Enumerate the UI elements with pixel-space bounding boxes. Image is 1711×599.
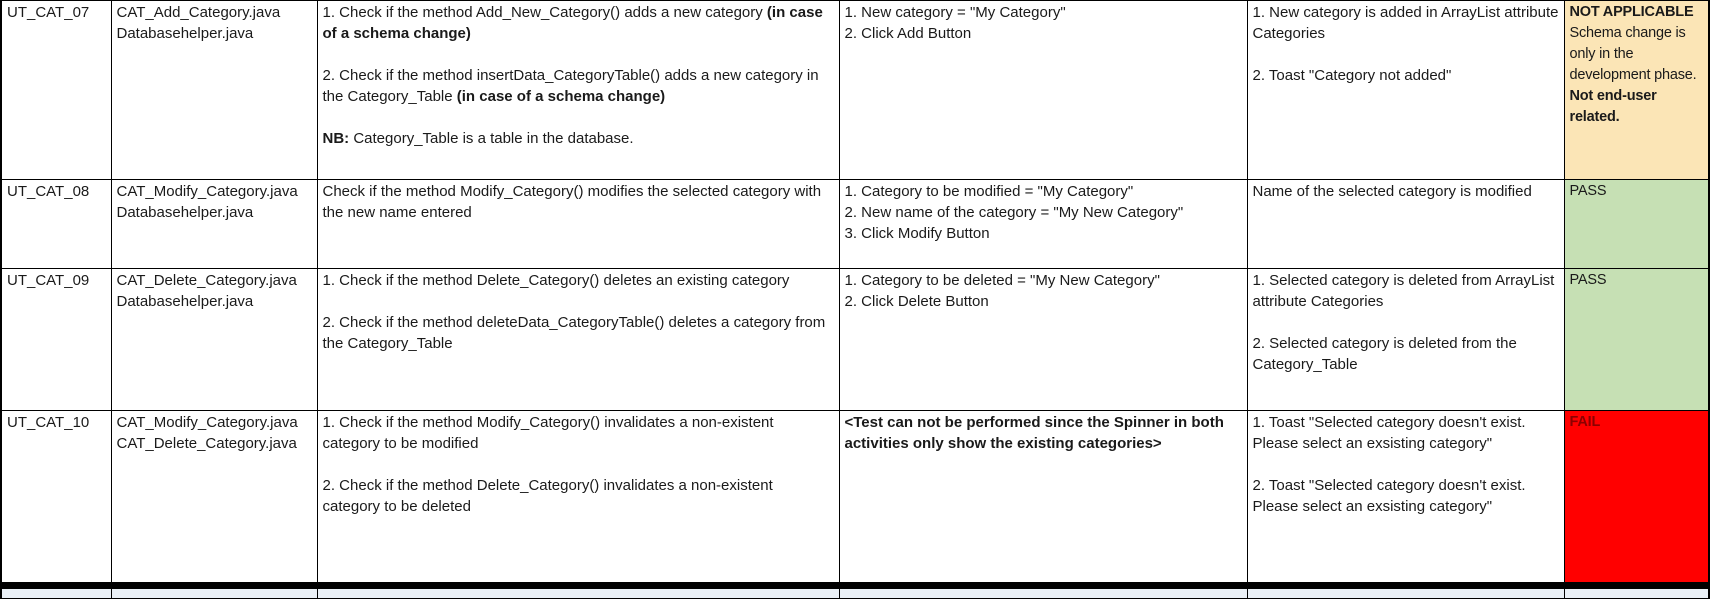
text-run: PASS xyxy=(1569,183,1607,199)
cell-expected[interactable] xyxy=(1247,411,1564,583)
text-run: UT_CAT_08 xyxy=(7,183,90,200)
text-run: 2. Toast "Category not added" xyxy=(1252,67,1452,84)
cell-description[interactable] xyxy=(317,411,839,583)
text-run: PASS xyxy=(1569,272,1607,288)
text-run: 2. Check if the method insertData_CategoryTable() adds a new category in the Category_Table xyxy=(322,67,819,105)
text-run: Not end-user related. xyxy=(1569,88,1657,125)
text-run: 1. Toast "Selected category doesn't exist. Please select an exsisting category" xyxy=(1252,414,1526,452)
cell-expected[interactable] xyxy=(1247,1,1564,180)
next-row-cell[interactable] xyxy=(317,589,839,599)
cell-expected[interactable] xyxy=(1247,180,1564,269)
cell-status[interactable] xyxy=(1564,180,1709,269)
text-run: <Test can not be performed since the Spinner in both activities only show the existing categories> xyxy=(844,414,1224,452)
next-row-cell[interactable] xyxy=(839,589,1247,599)
cell-test-id[interactable] xyxy=(1,269,111,411)
text-run: Category_Table is a table in the database. xyxy=(349,130,634,147)
text-run: 2. Click Delete Button xyxy=(844,293,989,310)
text-run: 1. Category to be modified = "My Category" xyxy=(844,183,1134,200)
cell-test-id[interactable] xyxy=(1,1,111,180)
text-run: Name of the selected category is modified xyxy=(1252,183,1532,200)
text-run: 1. Check if the method Modify_Category() invalidates a non-existent category to be modified xyxy=(322,414,774,452)
cell-test-id[interactable] xyxy=(1,411,111,583)
cell-files[interactable] xyxy=(111,180,317,269)
cell-files[interactable] xyxy=(111,1,317,180)
text-run: 1. Check if the method Add_New_Category() adds a new category xyxy=(322,4,767,21)
cell-files[interactable] xyxy=(111,411,317,583)
text-run: 2. Selected category is deleted from the Category_Table xyxy=(1252,335,1517,373)
cell-files[interactable] xyxy=(111,269,317,411)
text-run: 1. New category is added in ArrayList attribute Categories xyxy=(1252,4,1559,42)
table-row xyxy=(1,269,1709,411)
text-run: 1. New category = "My Category" xyxy=(844,4,1066,21)
text-run: FAIL xyxy=(1569,414,1601,430)
text-run: UT_CAT_09 xyxy=(7,272,90,289)
next-row-cell[interactable] xyxy=(1564,589,1709,599)
cell-steps[interactable] xyxy=(839,411,1247,583)
text-run: CAT_Delete_Category.java xyxy=(116,435,297,452)
next-row-sliver xyxy=(1,589,1709,599)
next-row-cell[interactable] xyxy=(1247,589,1564,599)
text-run: CAT_Delete_Category.java xyxy=(116,272,297,289)
text-run: Databasehelper.java xyxy=(116,25,254,42)
text-run: Check if the method Modify_Category() modifies the selected category with the new name entered xyxy=(322,183,822,221)
cell-description[interactable] xyxy=(317,180,839,269)
text-run: 2. New name of the category = "My New Category" xyxy=(844,204,1184,221)
text-run: 2. Check if the method deleteData_CategoryTable() deletes a category from the Category_Table xyxy=(322,314,826,352)
test-case-table-body xyxy=(1,1,1709,599)
cell-steps[interactable] xyxy=(839,269,1247,411)
cell-test-id[interactable] xyxy=(1,180,111,269)
text-run: CAT_Add_Category.java xyxy=(116,4,281,21)
cell-status[interactable] xyxy=(1564,411,1709,583)
text-run: CAT_Modify_Category.java xyxy=(116,183,298,200)
table-row xyxy=(1,1,1709,180)
next-row-cell[interactable] xyxy=(111,589,317,599)
text-run: Schema change is only in the development phase. xyxy=(1569,25,1697,83)
text-run: NOT APPLICABLE xyxy=(1569,4,1694,20)
text-run: 2. Check if the method Delete_Category() invalidates a non-existent category to be deleted xyxy=(322,477,773,515)
text-run: 3. Click Modify Button xyxy=(844,225,990,242)
cell-steps[interactable] xyxy=(839,1,1247,180)
cell-expected[interactable] xyxy=(1247,269,1564,411)
text-run: CAT_Modify_Category.java xyxy=(116,414,298,431)
cell-steps[interactable] xyxy=(839,180,1247,269)
text-run: (in case of a schema change) xyxy=(322,4,823,42)
table-row xyxy=(1,180,1709,269)
text-run: 1. Category to be deleted = "My New Category" xyxy=(844,272,1160,289)
text-run: NB: xyxy=(322,130,350,147)
text-run: UT_CAT_10 xyxy=(7,414,90,431)
text-run: 2. Click Add Button xyxy=(844,25,972,42)
table-row xyxy=(1,411,1709,583)
cell-description[interactable] xyxy=(317,269,839,411)
text-run: UT_CAT_07 xyxy=(7,4,90,21)
text-run: Databasehelper.java xyxy=(116,204,254,221)
cell-status[interactable] xyxy=(1564,1,1709,180)
text-run: (in case of a schema change) xyxy=(456,88,666,105)
cell-status[interactable] xyxy=(1564,269,1709,411)
text-run: 2. Toast "Selected category doesn't exist. Please select an exsisting category" xyxy=(1252,477,1526,515)
text-run: 1. Selected category is deleted from ArrayList attribute Categories xyxy=(1252,272,1555,310)
text-run: Databasehelper.java xyxy=(116,293,254,310)
cell-description[interactable] xyxy=(317,1,839,180)
next-row-cell[interactable] xyxy=(1,589,111,599)
text-run: 1. Check if the method Delete_Category() deletes an existing category xyxy=(322,272,790,289)
